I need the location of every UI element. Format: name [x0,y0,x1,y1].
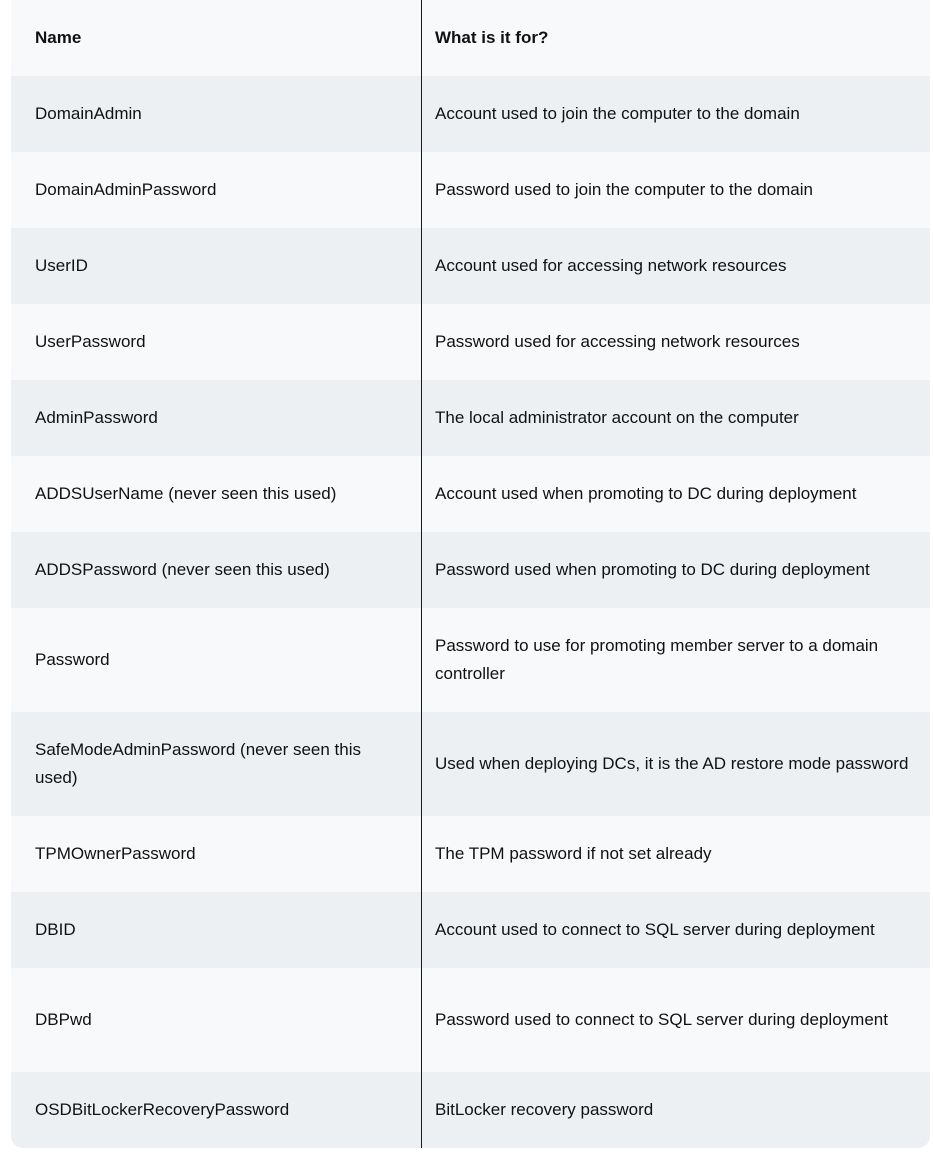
row-name: AdminPassword [11,380,422,456]
row-name: OSDBitLockerRecoveryPassword [11,1072,422,1148]
row-purpose: Account used for accessing network resources [435,256,787,275]
table-row [11,608,930,712]
table-row [11,532,930,608]
row-name: DBID [11,892,422,968]
row-purpose: The TPM password if not set already [435,844,712,863]
table-row [11,1072,930,1148]
row-purpose: BitLocker recovery password [435,1100,654,1119]
row-name: DomainAdmin [11,76,422,152]
row-purpose: Password used for accessing network resources [435,332,800,351]
table-row [11,968,930,1072]
table-header-row [11,0,930,76]
row-purpose: Password to use for promoting member server to a domain controller [435,636,879,683]
row-purpose: Account used to connect to SQL server during deployment [435,920,875,939]
row-name: SafeModeAdminPassword (never seen this used) [11,712,422,816]
header-name: Name [11,0,422,76]
table-row [11,304,930,380]
table-row [11,152,930,228]
table-row [11,228,930,304]
table-row [11,892,930,968]
row-name: UserPassword [11,304,422,380]
row-purpose: Password used when promoting to DC during deployment [435,560,870,579]
row-purpose: Account used when promoting to DC during deployment [435,484,857,503]
row-purpose: Used when deploying DCs, it is the AD restore mode password [435,754,909,773]
table-row [11,816,930,892]
row-name: ADDSPassword (never seen this used) [11,532,422,608]
table-row [11,76,930,152]
row-name: Password [11,608,422,712]
row-purpose: The local administrator account on the computer [435,408,799,427]
row-name: DomainAdminPassword [11,152,422,228]
row-name: TPMOwnerPassword [11,816,422,892]
table-row [11,456,930,532]
variables-table [11,0,930,1148]
row-purpose: Account used to join the computer to the domain [435,104,800,123]
row-name: DBPwd [11,968,422,1072]
row-purpose: Password used to connect to SQL server during deployment [435,1010,888,1029]
row-purpose: Password used to join the computer to the domain [435,180,813,199]
row-name: ADDSUserName (never seen this used) [11,456,422,532]
header-purpose: What is it for? [435,28,549,47]
table-row [11,712,930,816]
table-row [11,380,930,456]
row-name: UserID [11,228,422,304]
